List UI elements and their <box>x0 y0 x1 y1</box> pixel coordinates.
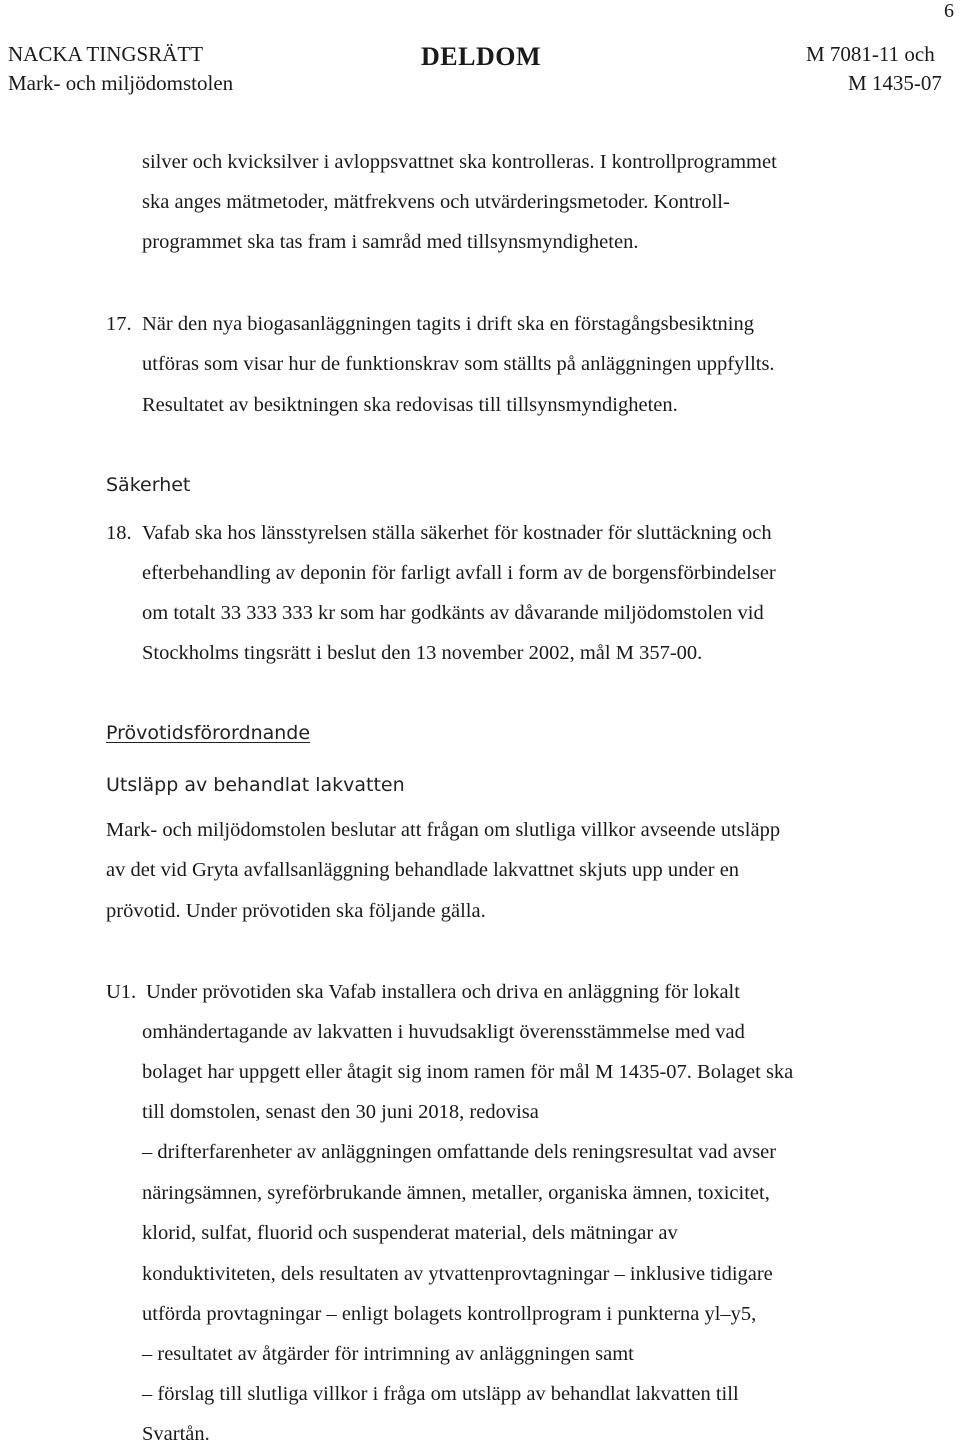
paragraph-line: silver och kvicksilver i avloppsvattnet ska kontrolleras. I kontrollprogrammet <box>142 151 777 173</box>
condition-u1-line: utförda provtagningar – enligt bolagets kontrollprogram i punkterna yl–y5, <box>142 1303 757 1325</box>
condition-u1-line: bolaget har uppgett eller åtagit sig inom ramen för mål M 1435-07. Bolaget ska <box>142 1061 794 1083</box>
condition-18-line: Vafab ska hos länsstyrelsen ställa säkerhet för kostnader för sluttäckning och <box>142 522 772 544</box>
condition-17-line: Resultatet av besiktningen ska redovisas till tillsynsmyndigheten. <box>142 394 678 416</box>
condition-u1-line: näringsämnen, syreförbrukande ämnen, metaller, organiska ämnen, toxicitet, <box>142 1182 770 1204</box>
court-division: Mark- och miljödomstolen <box>8 71 234 95</box>
condition-u1-line: Svartån. <box>142 1423 210 1445</box>
paragraph-line: programmet ska tas fram i samråd med tillsynsmyndigheten. <box>142 231 639 253</box>
condition-u1-line: – resultatet av åtgärder för intrimning av anläggningen samt <box>142 1343 634 1365</box>
court-name: NACKA TINGSRÄTT <box>8 42 204 66</box>
case-number-line-1: M 7081-11 och <box>806 42 935 66</box>
section-heading-security: Säkerhet <box>106 474 191 496</box>
condition-u1-line: omhändertagande av lakvatten i huvudsakligt överensstämmelse med vad <box>142 1021 745 1043</box>
paragraph-line: ska anges mätmetoder, mätfrekvens och utvärderingsmetoder. Kontroll- <box>142 191 730 213</box>
condition-u1-line: klorid, sulfat, fluorid och suspenderat material, dels mätningar av <box>142 1222 678 1244</box>
section-heading-interim: Prövotidsförordnande <box>106 722 311 744</box>
condition-u1-line: – förslag till slutliga villkor i fråga om utsläpp av behandlat lakvatten till <box>142 1383 739 1405</box>
condition-17-line: När den nya biogasanläggningen tagits i drift ska en förstagångsbesiktning <box>142 313 755 335</box>
case-number-line-2: M 1435-07 <box>848 71 942 95</box>
subheading-discharge: Utsläpp av behandlat lakvatten <box>106 774 405 796</box>
condition-u1-line: till domstolen, senast den 30 juni 2018, redovisa <box>142 1101 539 1123</box>
condition-u1-number: U1. <box>106 981 137 1003</box>
condition-17-line: utföras som visar hur de funktionskrav som ställts på anläggningen uppfyllts. <box>142 353 775 375</box>
interim-intro-line: av det vid Gryta avfallsanläggning behandlade lakvattnet skjuts upp under en <box>106 859 740 881</box>
document-type: DELDOM <box>421 42 541 71</box>
condition-18-line: om totalt 33 333 333 kr som har godkänts av dåvarande miljödomstolen vid <box>142 602 764 624</box>
page-number: 6 <box>944 0 954 22</box>
condition-18-number: 18. <box>106 522 132 544</box>
condition-u1-line: – drifterfarenheter av anläggningen omfattande dels reningsresultat vad avser <box>142 1141 777 1163</box>
condition-u1-line: Under prövotiden ska Vafab installera och driva en anläggning för lokalt <box>146 981 740 1003</box>
interim-intro-line: prövotid. Under prövotiden ska följande gälla. <box>106 900 486 922</box>
condition-17-number: 17. <box>106 313 132 335</box>
condition-18-line: Stockholms tingsrätt i beslut den 13 november 2002, mål M 357-00. <box>142 642 703 664</box>
condition-u1-line: konduktiviteten, dels resultaten av ytvattenprovtagningar – inklusive tidigare <box>142 1263 773 1285</box>
condition-18-line: efterbehandling av deponin för farligt avfall i form av de borgensförbindelser <box>142 562 776 584</box>
interim-intro-line: Mark- och miljödomstolen beslutar att frågan om slutliga villkor avseende utsläpp <box>106 819 781 841</box>
